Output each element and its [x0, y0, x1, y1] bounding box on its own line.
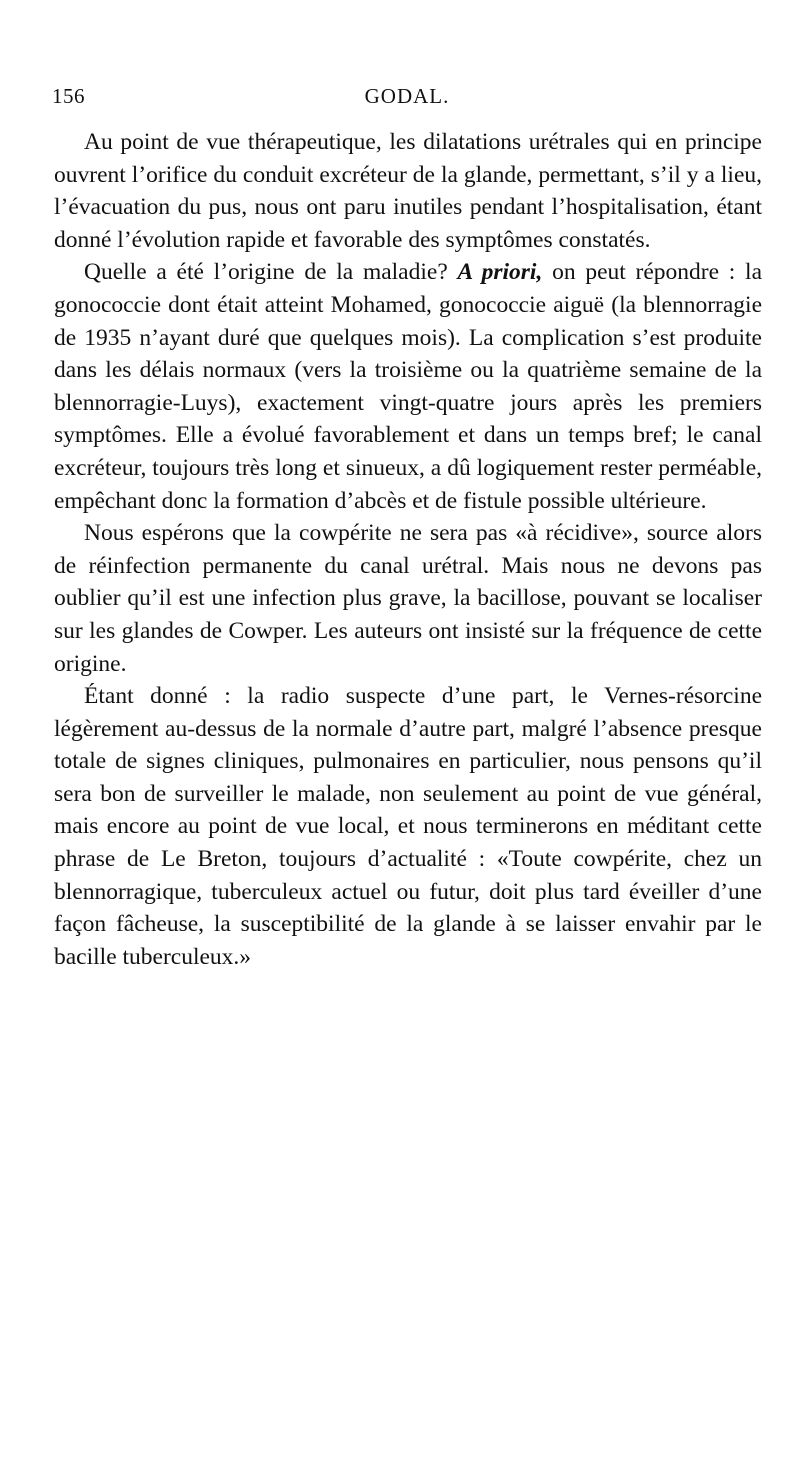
paragraph-conclusion: Étant donné : la radio suspecte d’une part, le Vernes-résorcine légèrement au-dessus de la normale d’autre part, malgré l’absence presque totale de signes cliniques, pulmonaires en particulier, nous pensons qu’il sera bon de surveiller le malade, non seulement au point de vue général, mais encore au point de vue local, et nous terminerons en méditant cette phrase de Le Breton, toujours d’actualité : «Toute cowpérite, chez un blennorragique, tuberculeux actuel ou futur, doit plus tard éveiller d’une façon fâcheuse, la susceptibilité de la glande à se laisser envahir par le bacille tuberculeux.» [54, 683, 762, 970]
paragraph-origin-lead: Quelle a été l’origine de la maladie? [84, 259, 458, 286]
running-head: GODAL. [364, 84, 450, 108]
page-number: 156 [52, 84, 85, 108]
paragraph-origin [54, 256, 762, 517]
a-priori-emphasis: A priori, [457, 259, 543, 286]
body-text [54, 126, 762, 973]
paragraph-therapeutic: Au point de vue thérapeutique, les dilatations urétrales qui en principe ouvrent l’orifice du conduit excréteur de la glande, permettant, s’il y a lieu, l’évacuation du pus, nous ont paru inutiles pendant l’hospitalisation, étant donné l’évolution rapide et favorable des symptômes constatés. [54, 129, 762, 253]
paragraph-recurrence: Nous espérons que la cowpérite ne sera pas «à récidive», source alors de réinfection permanente du canal urétral. Mais nous ne devons pas oublier qu’il est une infection plus grave, la bacillose, pouvant se localiser sur les glandes de Cowper. Les auteurs ont insisté sur la fréquence de cette origine. [54, 520, 762, 677]
page-header [52, 84, 762, 114]
paragraph-origin-rest: on peut répondre : la gonococcie dont était atteint Mohamed, gonococcie aiguë (la blennorragie de 1935 n’ayant duré que quelques mois). La complication s’est produite dans les délais normaux (vers la troisième ou la quatrième semaine de la blennorragie-Luys), exactement vingt-quatre jours après les premiers symptômes. Elle a évolué favorablement et dans un temps bref; le canal excréteur, toujours très long et sinueux, a dû logiquement rester perméable, empêchant donc la formation d’abcès et de fistule possible ultérieure. [54, 259, 762, 514]
